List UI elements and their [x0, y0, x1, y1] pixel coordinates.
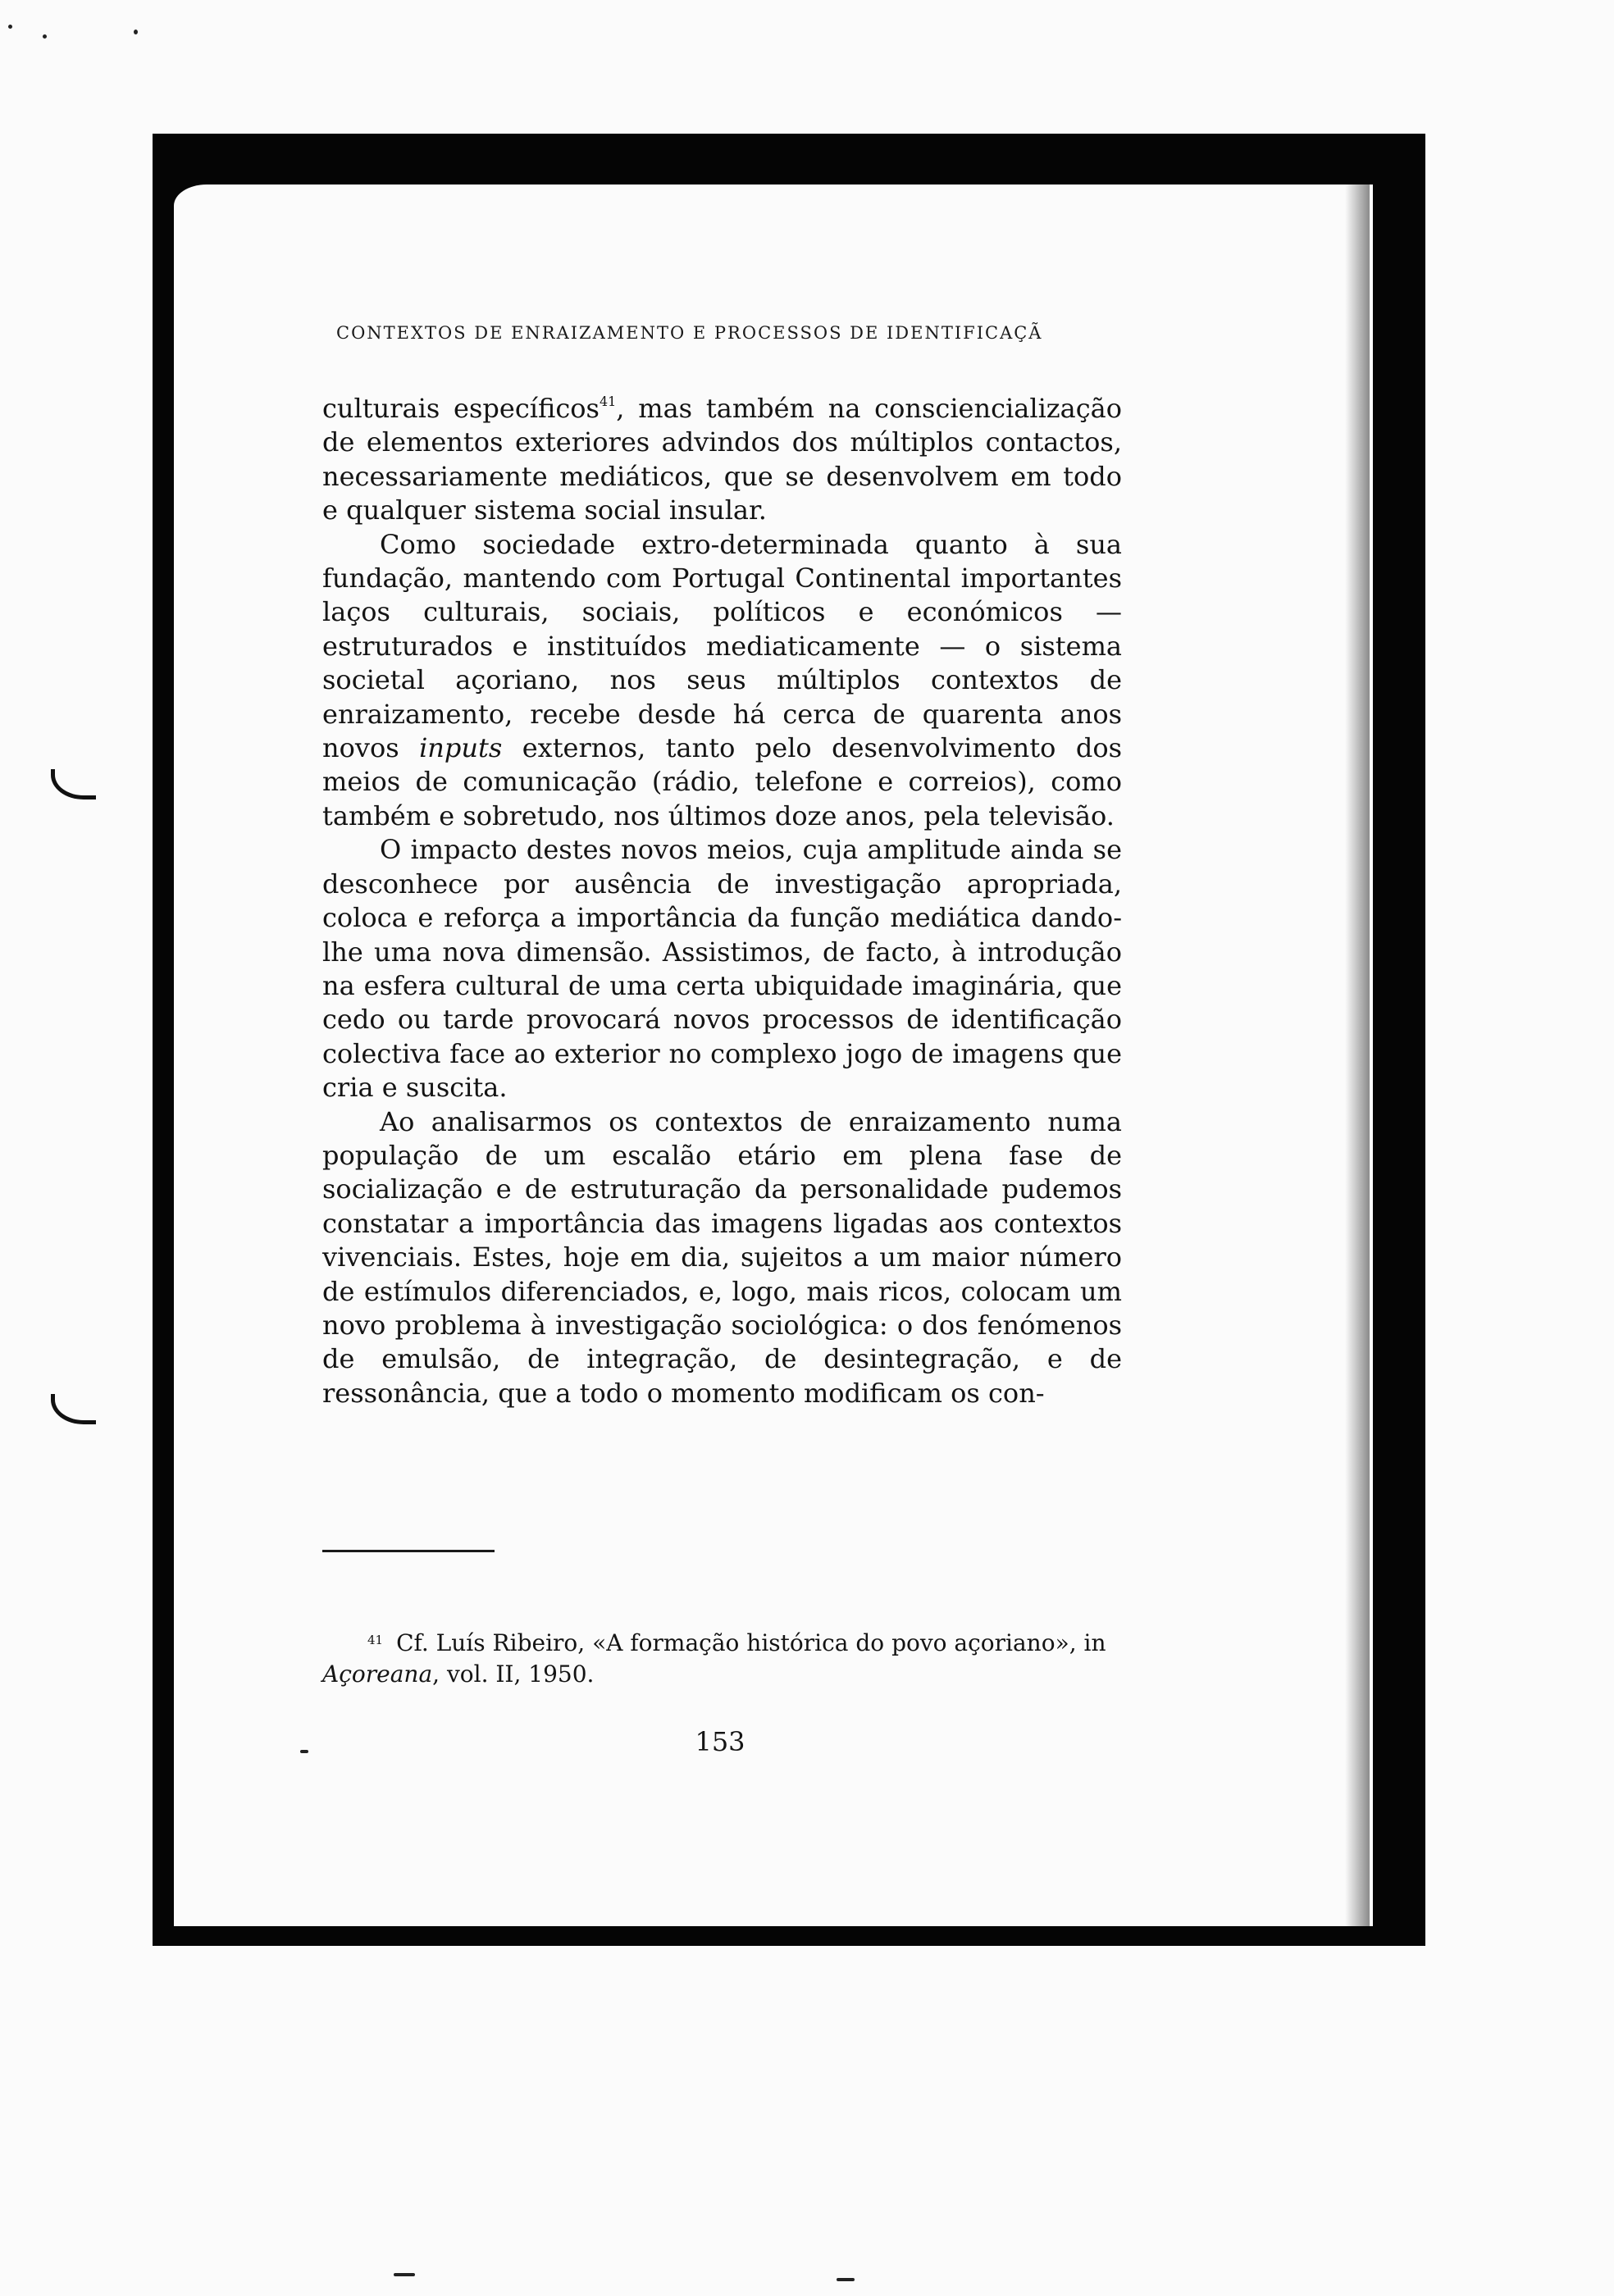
page-number: 153 [695, 1726, 745, 1757]
scan-speck [134, 30, 138, 34]
footnote: $^{41}$ Cf. Luís Ribeiro, «A formação histórica do povo açoriano», in Açoreana, vol. II, 1950. [322, 1629, 1106, 1688]
binding-shadow [1345, 184, 1370, 1927]
paragraph: culturais específicos$^{41}$, mas também na consciencialização de elementos exteriores advindos dos múltiplos contactos, necessariamente mediáticos, que se desenvolvem em todo e qualquer sistema social insular. [322, 393, 1122, 526]
paragraph: Ao analisarmos os contextos de enraizamento numa população de um escalão etário em plena fase de socialização e de estruturação da personalidade pudemos constatar a importância das imagens ligadas aos contextos vivenciais. Estes, hoje em dia, sujeitos a um maior número de estímulos diferenciados, e, logo, mais ricos, colocam um novo problema à investigação sociológica: o dos fenómenos de emulsão, de integração, de desintegração, e de ressonância, que a todo o momento modificam os con- [322, 1105, 1122, 1409]
body-text [322, 392, 1122, 1410]
paragraph: Como sociedade extro-determinada quanto à sua fundação, mantendo com Portugal Continental importantes laços culturais, sociais, políticos e económicos — estruturados e instituídos mediaticamente — o sistema societal açoriano, nos seus múltiplos contextos de enraizamento, recebe desde há cerca de quarenta anos novos inputs externos, tanto pelo desenvolvimento dos meios de comunicação (rádio, telefone e correios), como também e sobretudo, nos últimos doze anos, pela televisão. [322, 528, 1122, 831]
footnote-number: 41 [367, 1633, 384, 1647]
scan-speck [8, 25, 12, 29]
paragraph: O impacto destes novos meios, cuja amplitude ainda se desconhece por ausência de investigação apropriada, coloca e reforça a importância da função mediática dando-lhe uma nova dimensão. Assistimos, de facto, à introdução na esfera cultural de uma certa ubiquidade imaginária, que cedo ou tarde provocará novos processos de identificação colectiva face ao exterior no complexo jogo de imagens que cria e suscita. [322, 834, 1122, 1104]
scan-speck [43, 34, 47, 39]
footnote-reference: 41 [599, 394, 617, 409]
punch-hole-mark [51, 1394, 96, 1424]
scan-speck [837, 2278, 855, 2281]
footnote-separator [322, 1550, 495, 1552]
punch-hole-mark [51, 769, 96, 800]
scan-speck [300, 1750, 308, 1753]
scan-speck [394, 2273, 415, 2276]
running-head: CONTEXTOS DE ENRAIZAMENTO E PROCESSOS DE IDENTIFICAÇÃ [336, 323, 1043, 343]
